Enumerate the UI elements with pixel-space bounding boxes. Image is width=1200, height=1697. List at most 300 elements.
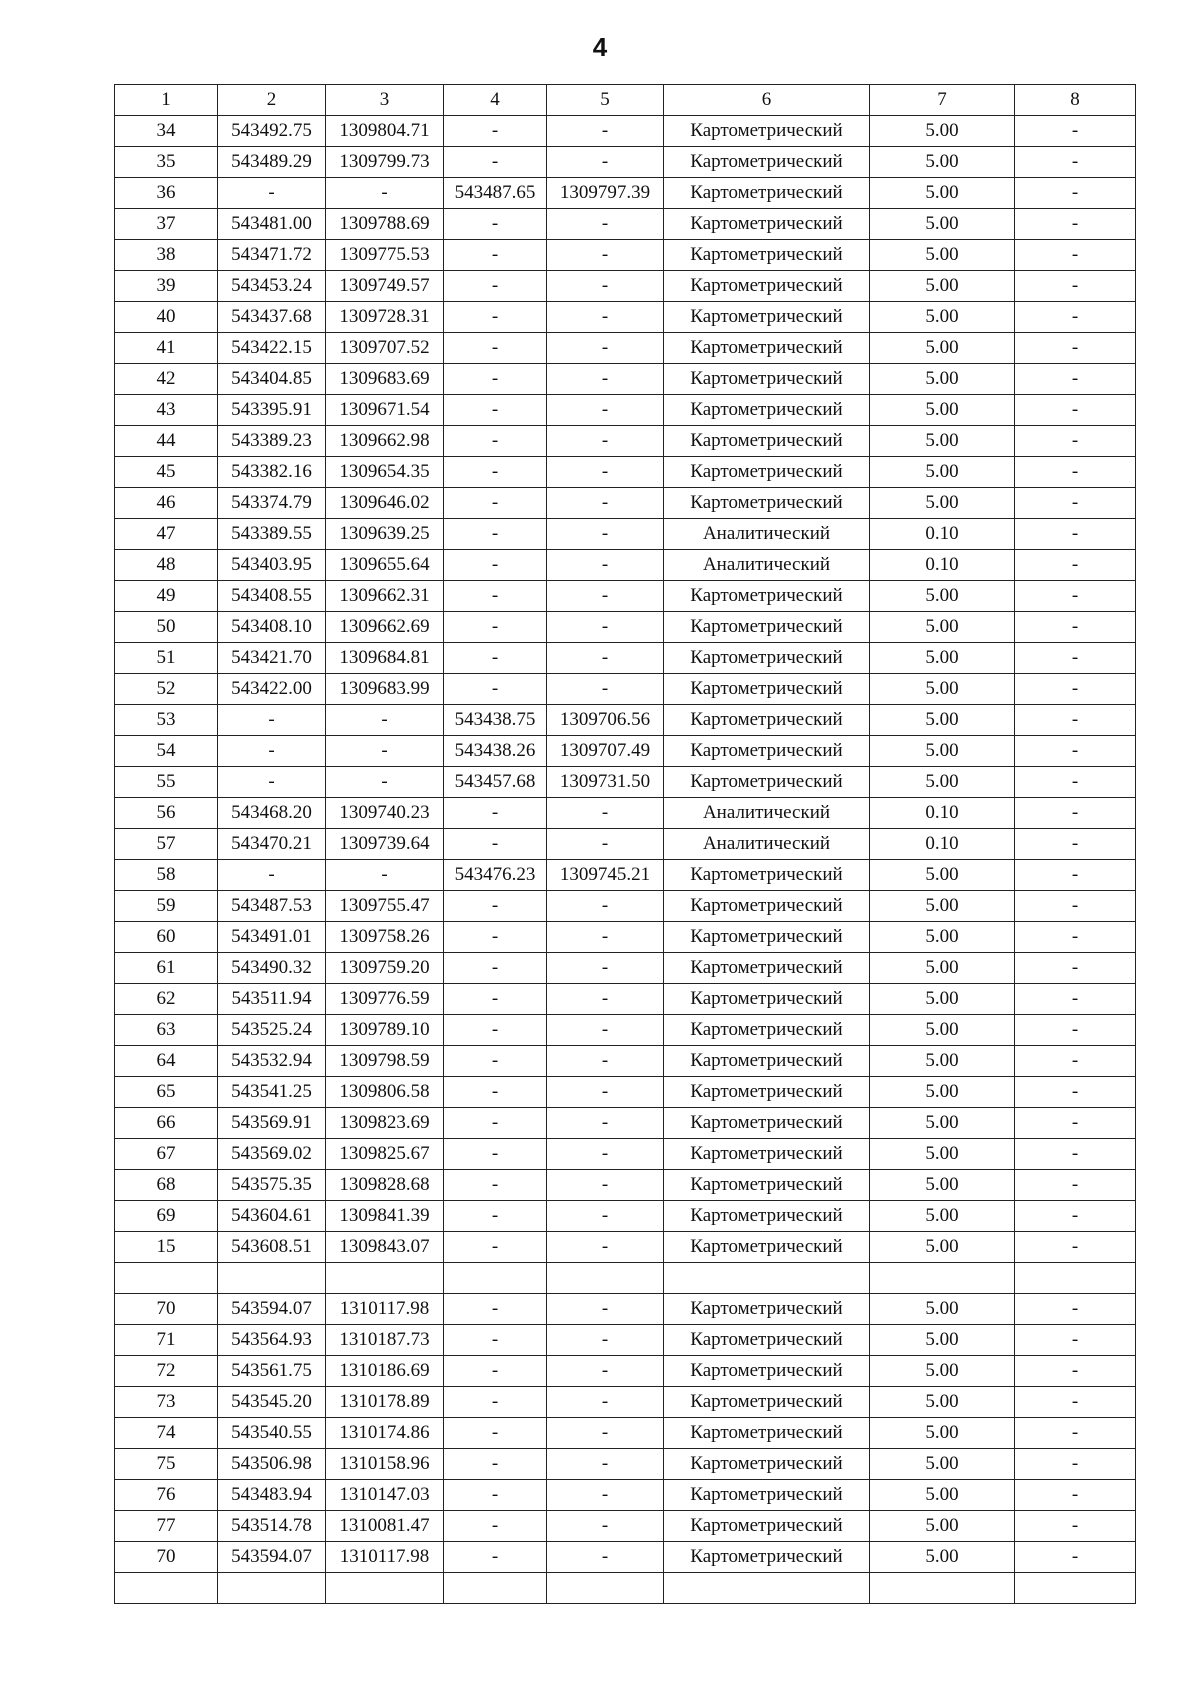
table-row	[115, 147, 1136, 178]
accuracy-cell: 5.00	[870, 581, 1015, 612]
description-cell	[1015, 1263, 1136, 1294]
accuracy-cell: 5.00	[870, 1511, 1015, 1542]
accuracy-cell: 5.00	[870, 1449, 1015, 1480]
description-cell: -	[1015, 457, 1136, 488]
method-cell: Картометрический	[664, 860, 870, 891]
table-row	[115, 674, 1136, 705]
description-cell: -	[1015, 767, 1136, 798]
x-coordinate-alt-cell: -	[444, 1201, 547, 1232]
y-coordinate-cell	[326, 1573, 444, 1604]
x-coordinate-cell: 543594.07	[218, 1294, 326, 1325]
accuracy-cell: 5.00	[870, 767, 1015, 798]
accuracy-cell: 5.00	[870, 674, 1015, 705]
method-cell: Картометрический	[664, 178, 870, 209]
accuracy-cell: 5.00	[870, 612, 1015, 643]
table-row	[115, 1077, 1136, 1108]
table-row	[115, 1573, 1136, 1604]
y-coordinate-alt-cell: -	[547, 333, 664, 364]
method-cell	[664, 1263, 870, 1294]
point-number-cell: 38	[115, 240, 218, 271]
table-row	[115, 519, 1136, 550]
method-cell: Картометрический	[664, 302, 870, 333]
method-cell: Картометрический	[664, 767, 870, 798]
description-cell: -	[1015, 550, 1136, 581]
column-header-3: 3	[326, 85, 444, 116]
y-coordinate-cell: 1309684.81	[326, 643, 444, 674]
method-cell: Картометрический	[664, 674, 870, 705]
column-header-4: 4	[444, 85, 547, 116]
accuracy-cell: 5.00	[870, 116, 1015, 147]
point-number-cell: 40	[115, 302, 218, 333]
x-coordinate-alt-cell: -	[444, 519, 547, 550]
y-coordinate-cell: 1309662.69	[326, 612, 444, 643]
y-coordinate-alt-cell: -	[547, 426, 664, 457]
x-coordinate-alt-cell: -	[444, 302, 547, 333]
method-cell: Картометрический	[664, 1077, 870, 1108]
y-coordinate-alt-cell: -	[547, 922, 664, 953]
point-number-cell: 56	[115, 798, 218, 829]
y-coordinate-alt-cell: -	[547, 550, 664, 581]
y-coordinate-alt-cell: -	[547, 395, 664, 426]
method-cell: Картометрический	[664, 705, 870, 736]
description-cell: -	[1015, 674, 1136, 705]
point-number-cell: 42	[115, 364, 218, 395]
x-coordinate-alt-cell: -	[444, 457, 547, 488]
point-number-cell: 39	[115, 271, 218, 302]
x-coordinate-cell: -	[218, 178, 326, 209]
table-row	[115, 116, 1136, 147]
y-coordinate-cell: 1309683.69	[326, 364, 444, 395]
column-header-2: 2	[218, 85, 326, 116]
description-cell: -	[1015, 302, 1136, 333]
table-row	[115, 488, 1136, 519]
x-coordinate-alt-cell: -	[444, 1356, 547, 1387]
description-cell	[1015, 1573, 1136, 1604]
x-coordinate-cell: 543468.20	[218, 798, 326, 829]
table-row	[115, 1356, 1136, 1387]
point-number-cell: 41	[115, 333, 218, 364]
y-coordinate-alt-cell: 1309706.56	[547, 705, 664, 736]
x-coordinate-cell: 543453.24	[218, 271, 326, 302]
description-cell: -	[1015, 519, 1136, 550]
method-cell: Картометрический	[664, 209, 870, 240]
y-coordinate-cell: 1309671.54	[326, 395, 444, 426]
method-cell: Картометрический	[664, 581, 870, 612]
accuracy-cell: 5.00	[870, 1015, 1015, 1046]
method-cell: Картометрический	[664, 1232, 870, 1263]
point-number-cell: 46	[115, 488, 218, 519]
point-number-cell: 59	[115, 891, 218, 922]
method-cell: Картометрический	[664, 643, 870, 674]
description-cell: -	[1015, 1170, 1136, 1201]
accuracy-cell: 5.00	[870, 1387, 1015, 1418]
x-coordinate-cell: 543422.15	[218, 333, 326, 364]
y-coordinate-alt-cell: -	[547, 302, 664, 333]
description-cell: -	[1015, 581, 1136, 612]
accuracy-cell: 0.10	[870, 829, 1015, 860]
x-coordinate-cell: 543564.93	[218, 1325, 326, 1356]
table-row	[115, 240, 1136, 271]
x-coordinate-alt-cell: -	[444, 922, 547, 953]
x-coordinate-alt-cell: 543438.26	[444, 736, 547, 767]
y-coordinate-cell: 1310174.86	[326, 1418, 444, 1449]
x-coordinate-cell: 543382.16	[218, 457, 326, 488]
y-coordinate-cell: 1309806.58	[326, 1077, 444, 1108]
point-number-cell: 47	[115, 519, 218, 550]
column-header-8: 8	[1015, 85, 1136, 116]
table-row	[115, 1418, 1136, 1449]
y-coordinate-cell: 1309739.64	[326, 829, 444, 860]
x-coordinate-alt-cell: -	[444, 643, 547, 674]
x-coordinate-alt-cell: -	[444, 488, 547, 519]
accuracy-cell: 5.00	[870, 984, 1015, 1015]
method-cell: Картометрический	[664, 1418, 870, 1449]
y-coordinate-cell: -	[326, 767, 444, 798]
accuracy-cell: 5.00	[870, 1201, 1015, 1232]
point-number-cell: 68	[115, 1170, 218, 1201]
accuracy-cell: 5.00	[870, 1542, 1015, 1573]
table-row	[115, 953, 1136, 984]
table-header-row	[115, 85, 1136, 116]
x-coordinate-alt-cell: 543438.75	[444, 705, 547, 736]
x-coordinate-alt-cell: -	[444, 798, 547, 829]
table-row	[115, 1542, 1136, 1573]
x-coordinate-cell: 543422.00	[218, 674, 326, 705]
y-coordinate-alt-cell: -	[547, 519, 664, 550]
y-coordinate-cell: 1310117.98	[326, 1294, 444, 1325]
point-number-cell: 76	[115, 1480, 218, 1511]
column-header-7: 7	[870, 85, 1015, 116]
x-coordinate-cell: 543408.55	[218, 581, 326, 612]
method-cell: Картометрический	[664, 240, 870, 271]
y-coordinate-cell: 1309646.02	[326, 488, 444, 519]
x-coordinate-alt-cell: -	[444, 1139, 547, 1170]
method-cell: Картометрический	[664, 364, 870, 395]
accuracy-cell: 5.00	[870, 364, 1015, 395]
table-row	[115, 922, 1136, 953]
method-cell: Картометрический	[664, 612, 870, 643]
description-cell: -	[1015, 984, 1136, 1015]
table-row	[115, 271, 1136, 302]
table-row	[115, 1387, 1136, 1418]
accuracy-cell: 5.00	[870, 395, 1015, 426]
accuracy-cell: 5.00	[870, 209, 1015, 240]
y-coordinate-alt-cell: -	[547, 798, 664, 829]
point-number-cell: 35	[115, 147, 218, 178]
x-coordinate-cell: 543575.35	[218, 1170, 326, 1201]
point-number-cell: 34	[115, 116, 218, 147]
x-coordinate-cell: 543492.75	[218, 116, 326, 147]
description-cell: -	[1015, 891, 1136, 922]
x-coordinate-alt-cell: -	[444, 1325, 547, 1356]
method-cell: Картометрический	[664, 736, 870, 767]
x-coordinate-cell: 543540.55	[218, 1418, 326, 1449]
y-coordinate-alt-cell: -	[547, 1511, 664, 1542]
y-coordinate-cell: 1309823.69	[326, 1108, 444, 1139]
method-cell: Картометрический	[664, 1015, 870, 1046]
y-coordinate-alt-cell: -	[547, 984, 664, 1015]
method-cell: Картометрический	[664, 1449, 870, 1480]
method-cell: Картометрический	[664, 1294, 870, 1325]
y-coordinate-cell: 1309789.10	[326, 1015, 444, 1046]
x-coordinate-cell	[218, 1573, 326, 1604]
x-coordinate-cell: -	[218, 767, 326, 798]
point-number-cell: 65	[115, 1077, 218, 1108]
y-coordinate-cell: 1309804.71	[326, 116, 444, 147]
point-number-cell: 64	[115, 1046, 218, 1077]
description-cell: -	[1015, 271, 1136, 302]
y-coordinate-cell: 1309707.52	[326, 333, 444, 364]
description-cell: -	[1015, 147, 1136, 178]
x-coordinate-cell: 543506.98	[218, 1449, 326, 1480]
table-row	[115, 829, 1136, 860]
y-coordinate-alt-cell: -	[547, 1542, 664, 1573]
x-coordinate-cell: 543487.53	[218, 891, 326, 922]
y-coordinate-cell: 1309758.26	[326, 922, 444, 953]
column-header-1: 1	[115, 85, 218, 116]
y-coordinate-cell: 1310186.69	[326, 1356, 444, 1387]
accuracy-cell: 5.00	[870, 1480, 1015, 1511]
x-coordinate-cell: 543514.78	[218, 1511, 326, 1542]
accuracy-cell: 5.00	[870, 1108, 1015, 1139]
point-number-cell: 75	[115, 1449, 218, 1480]
method-cell: Картометрический	[664, 1480, 870, 1511]
description-cell: -	[1015, 860, 1136, 891]
point-number-cell	[115, 1573, 218, 1604]
description-cell: -	[1015, 1232, 1136, 1263]
table-row	[115, 1294, 1136, 1325]
table-row	[115, 736, 1136, 767]
description-cell: -	[1015, 736, 1136, 767]
description-cell: -	[1015, 705, 1136, 736]
y-coordinate-alt-cell: -	[547, 1108, 664, 1139]
method-cell: Картометрический	[664, 333, 870, 364]
point-number-cell: 15	[115, 1232, 218, 1263]
y-coordinate-alt-cell: -	[547, 147, 664, 178]
method-cell: Картометрический	[664, 457, 870, 488]
table-row	[115, 395, 1136, 426]
description-cell: -	[1015, 1387, 1136, 1418]
accuracy-cell: 5.00	[870, 891, 1015, 922]
method-cell: Картометрический	[664, 1201, 870, 1232]
x-coordinate-alt-cell: -	[444, 984, 547, 1015]
point-number-cell: 72	[115, 1356, 218, 1387]
y-coordinate-alt-cell: -	[547, 271, 664, 302]
x-coordinate-alt-cell: -	[444, 364, 547, 395]
y-coordinate-alt-cell	[547, 1573, 664, 1604]
y-coordinate-cell: -	[326, 860, 444, 891]
point-number-cell: 36	[115, 178, 218, 209]
description-cell: -	[1015, 1201, 1136, 1232]
y-coordinate-alt-cell: -	[547, 1449, 664, 1480]
x-coordinate-alt-cell: -	[444, 550, 547, 581]
description-cell: -	[1015, 240, 1136, 271]
point-number-cell: 37	[115, 209, 218, 240]
method-cell: Аналитический	[664, 519, 870, 550]
y-coordinate-alt-cell: -	[547, 116, 664, 147]
y-coordinate-cell: 1309759.20	[326, 953, 444, 984]
point-number-cell: 53	[115, 705, 218, 736]
table-row	[115, 705, 1136, 736]
point-number-cell: 73	[115, 1387, 218, 1418]
y-coordinate-alt-cell: -	[547, 1201, 664, 1232]
table-row	[115, 426, 1136, 457]
table-body	[115, 116, 1136, 1604]
x-coordinate-cell: 543532.94	[218, 1046, 326, 1077]
x-coordinate-cell: 543374.79	[218, 488, 326, 519]
x-coordinate-alt-cell: -	[444, 1294, 547, 1325]
method-cell: Картометрический	[664, 1170, 870, 1201]
accuracy-cell: 5.00	[870, 488, 1015, 519]
y-coordinate-cell: 1309749.57	[326, 271, 444, 302]
table-row	[115, 984, 1136, 1015]
x-coordinate-alt-cell: -	[444, 1387, 547, 1418]
y-coordinate-cell: 1310178.89	[326, 1387, 444, 1418]
x-coordinate-cell: 543489.29	[218, 147, 326, 178]
description-cell: -	[1015, 364, 1136, 395]
y-coordinate-alt-cell: -	[547, 209, 664, 240]
x-coordinate-alt-cell	[444, 1263, 547, 1294]
description-cell: -	[1015, 178, 1136, 209]
accuracy-cell: 5.00	[870, 240, 1015, 271]
method-cell: Картометрический	[664, 984, 870, 1015]
point-number-cell: 48	[115, 550, 218, 581]
description-cell: -	[1015, 209, 1136, 240]
x-coordinate-alt-cell: -	[444, 891, 547, 922]
x-coordinate-alt-cell: -	[444, 116, 547, 147]
point-number-cell: 44	[115, 426, 218, 457]
y-coordinate-cell: -	[326, 178, 444, 209]
accuracy-cell: 0.10	[870, 550, 1015, 581]
y-coordinate-alt-cell: -	[547, 674, 664, 705]
accuracy-cell: 0.10	[870, 519, 1015, 550]
accuracy-cell: 5.00	[870, 147, 1015, 178]
method-cell: Картометрический	[664, 395, 870, 426]
method-cell: Картометрический	[664, 147, 870, 178]
accuracy-cell: 0.10	[870, 798, 1015, 829]
description-cell: -	[1015, 1294, 1136, 1325]
table-row	[115, 1139, 1136, 1170]
y-coordinate-alt-cell: -	[547, 1325, 664, 1356]
y-coordinate-cell: 1310081.47	[326, 1511, 444, 1542]
y-coordinate-cell: 1309728.31	[326, 302, 444, 333]
point-number-cell: 67	[115, 1139, 218, 1170]
y-coordinate-cell: 1309775.53	[326, 240, 444, 271]
point-number-cell: 55	[115, 767, 218, 798]
x-coordinate-cell: 543569.02	[218, 1139, 326, 1170]
description-cell: -	[1015, 953, 1136, 984]
table-row	[115, 767, 1136, 798]
accuracy-cell: 5.00	[870, 1294, 1015, 1325]
method-cell: Картометрический	[664, 922, 870, 953]
y-coordinate-alt-cell: -	[547, 1294, 664, 1325]
method-cell: Картометрический	[664, 271, 870, 302]
y-coordinate-cell: 1309799.73	[326, 147, 444, 178]
column-header-5: 5	[547, 85, 664, 116]
x-coordinate-cell: 543604.61	[218, 1201, 326, 1232]
y-coordinate-alt-cell: -	[547, 1046, 664, 1077]
table-row	[115, 457, 1136, 488]
x-coordinate-cell: -	[218, 860, 326, 891]
table-row	[115, 1325, 1136, 1356]
column-header-6: 6	[664, 85, 870, 116]
point-number-cell: 45	[115, 457, 218, 488]
description-cell: -	[1015, 1418, 1136, 1449]
table-row	[115, 891, 1136, 922]
x-coordinate-alt-cell	[444, 1573, 547, 1604]
description-cell: -	[1015, 1449, 1136, 1480]
x-coordinate-cell: 543483.94	[218, 1480, 326, 1511]
x-coordinate-alt-cell: -	[444, 1232, 547, 1263]
y-coordinate-alt-cell: -	[547, 1418, 664, 1449]
table-row	[115, 581, 1136, 612]
description-cell: -	[1015, 116, 1136, 147]
y-coordinate-alt-cell	[547, 1263, 664, 1294]
y-coordinate-alt-cell: -	[547, 1170, 664, 1201]
x-coordinate-alt-cell: 543487.65	[444, 178, 547, 209]
y-coordinate-cell: 1309798.59	[326, 1046, 444, 1077]
y-coordinate-cell: -	[326, 705, 444, 736]
x-coordinate-alt-cell: -	[444, 395, 547, 426]
point-number-cell: 43	[115, 395, 218, 426]
point-number-cell: 54	[115, 736, 218, 767]
point-number-cell: 57	[115, 829, 218, 860]
table-row	[115, 178, 1136, 209]
description-cell: -	[1015, 395, 1136, 426]
method-cell	[664, 1573, 870, 1604]
table-row	[115, 364, 1136, 395]
y-coordinate-alt-cell: -	[547, 1356, 664, 1387]
y-coordinate-cell: 1310117.98	[326, 1542, 444, 1573]
table-row	[115, 209, 1136, 240]
y-coordinate-cell: -	[326, 736, 444, 767]
x-coordinate-cell: 543545.20	[218, 1387, 326, 1418]
accuracy-cell: 5.00	[870, 1418, 1015, 1449]
y-coordinate-alt-cell: -	[547, 1232, 664, 1263]
point-number-cell: 62	[115, 984, 218, 1015]
x-coordinate-cell: 543389.55	[218, 519, 326, 550]
x-coordinate-alt-cell: -	[444, 1511, 547, 1542]
description-cell: -	[1015, 488, 1136, 519]
y-coordinate-alt-cell: -	[547, 1139, 664, 1170]
y-coordinate-alt-cell: -	[547, 953, 664, 984]
x-coordinate-alt-cell: -	[444, 240, 547, 271]
method-cell: Картометрический	[664, 953, 870, 984]
table-row	[115, 1046, 1136, 1077]
table-row	[115, 612, 1136, 643]
x-coordinate-cell: 543525.24	[218, 1015, 326, 1046]
table-row	[115, 1449, 1136, 1480]
x-coordinate-cell: 543471.72	[218, 240, 326, 271]
x-coordinate-alt-cell: -	[444, 147, 547, 178]
description-cell: -	[1015, 1511, 1136, 1542]
accuracy-cell: 5.00	[870, 457, 1015, 488]
table-row	[115, 1015, 1136, 1046]
method-cell: Картометрический	[664, 1387, 870, 1418]
x-coordinate-cell: 543569.91	[218, 1108, 326, 1139]
point-number-cell: 71	[115, 1325, 218, 1356]
x-coordinate-alt-cell: -	[444, 1108, 547, 1139]
y-coordinate-cell: 1310187.73	[326, 1325, 444, 1356]
method-cell: Аналитический	[664, 798, 870, 829]
method-cell: Аналитический	[664, 829, 870, 860]
point-number-cell: 77	[115, 1511, 218, 1542]
point-number-cell: 61	[115, 953, 218, 984]
description-cell: -	[1015, 1542, 1136, 1573]
x-coordinate-alt-cell: -	[444, 1480, 547, 1511]
table-row	[115, 302, 1136, 333]
point-number-cell: 58	[115, 860, 218, 891]
